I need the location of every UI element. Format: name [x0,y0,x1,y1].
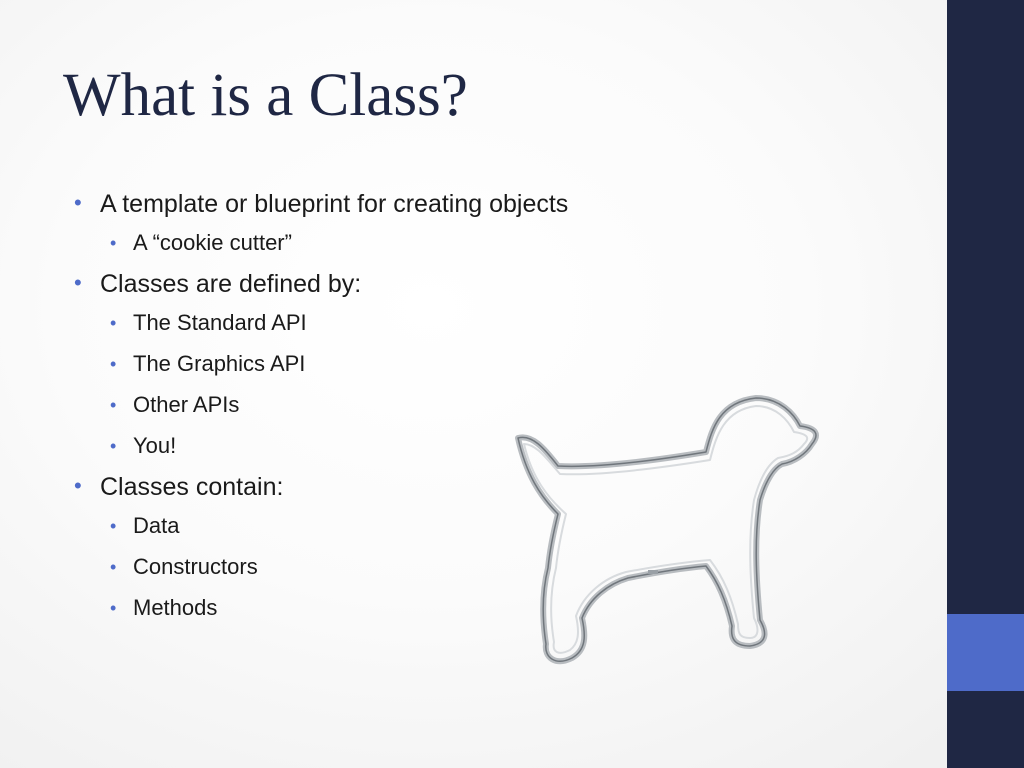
sub-bullet-item: • A “cookie cutter” [72,228,832,258]
bullet-item: • A template or blueprint for creating objects [72,186,832,222]
sub-bullet-item: • Constructors [72,552,832,582]
slide-title: What is a Class? [63,62,468,129]
dog-cookie-cutter-icon [498,388,828,678]
sub-bullet-item: • The Standard API [72,308,832,338]
sub-bullet-item: • Other APIs [72,390,832,420]
sub-bullet-item: • The Graphics API [72,349,832,379]
bullet-item: • Classes contain: [72,469,832,505]
sub-bullet-item: • Data [72,511,832,541]
sub-bullet-item: • You! [72,431,832,461]
sidebar-accent-block [947,614,1024,691]
bullet-item: • Classes are defined by: [72,266,832,302]
sub-bullet-item: • Methods [72,593,832,623]
